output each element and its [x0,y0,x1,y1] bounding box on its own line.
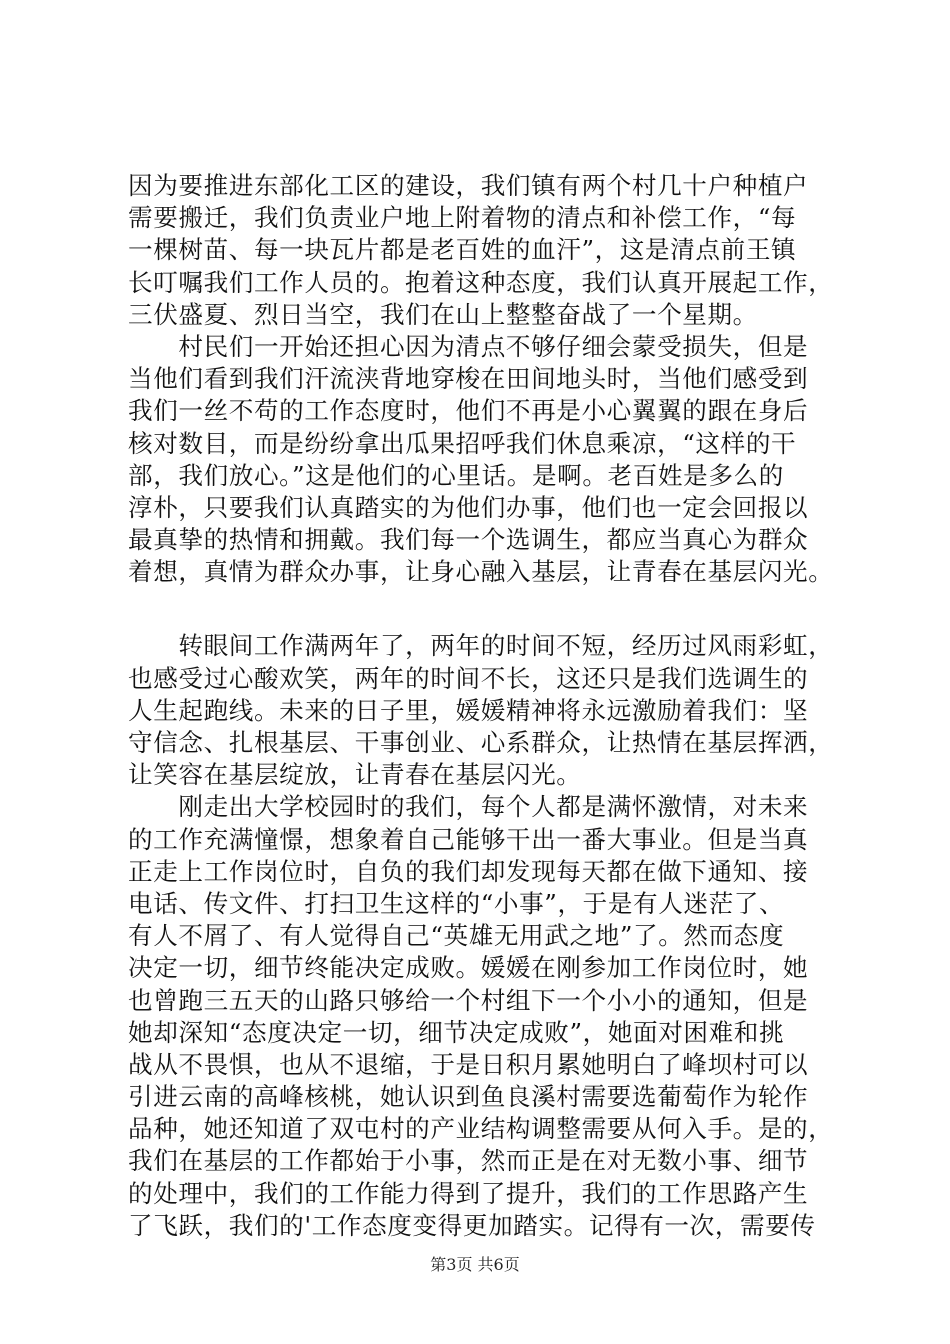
text-line: 她却深知“态度决定一切，细节决定成败”，她面对困难和挑 [128,1017,785,1047]
text-line: 因为要推进东部化工区的建设，我们镇有两个村几十户种植户 [128,171,809,200]
document-body [128,170,834,1242]
text-line: 也曾跑三五天的山路只够给一个村组下一个小小的通知，但是 [128,985,809,1015]
text-line: 让笑容在基层绽放，让青春在基层闪光。 [128,760,582,790]
text-line: 的处理中，我们的工作能力得到了提升，我们的工作思路产生 [128,1178,809,1208]
paragraph-3 [128,630,834,791]
text-line: 我们一丝不苟的工作态度时，他们不再是小心翼翼的跟在身后 [128,396,809,426]
paragraph-spacer [128,588,828,630]
text-line: 有人不屑了、有人觉得自己“英雄无用武之地”了。然而态度 [128,921,785,951]
text-line: 决定一切，细节终能决定成败。媛媛在刚参加工作岗位时，她 [128,953,809,983]
text-line: 引进云南的高峰核桃，她认识到鱼良溪村需要选葡萄作为轮作 [128,1082,809,1112]
text-line: 人生起跑线。未来的日子里，媛媛精神将永远激励着我们：坚 [128,695,809,725]
paragraph-2 [128,331,834,589]
text-line: 刚走出大学校园时的我们，每个人都是满怀激情，对未来 [128,792,809,822]
text-line: 淳朴，只要我们认真踏实的为他们办事，他们也一定会回报以 [128,492,809,522]
text-line: 三伏盛夏、烈日当空，我们在山上整整奋战了一个星期。 [128,299,758,329]
text-line: 守信念、扎根基层、干事创业、心系群众，让热情在基层挥洒， [128,728,834,757]
text-line: 电话、传文件、打扫卫生这样的“小事”，于是有人迷茫了、 [128,888,785,918]
text-line: 了飞跃，我们的'工作态度变得更加踏实。记得有一次，需要传 [128,1210,816,1240]
text-line: 核对数目，而是纷纷拿出瓜果招呼我们休息乘凉，“这样的干 [128,428,797,458]
text-line: 也感受过心酸欢笑，两年的时间不长，这还只是我们选调生的 [128,663,809,693]
paragraph-4 [128,791,834,1242]
text-line: 我们在基层的工作都始于小事，然而正是在对无数小事、细节 [128,1146,809,1176]
text-line: 一棵树苗、每一块瓦片都是老百姓的血汗”，这是清点前王镇 [128,235,797,265]
text-line: 当他们看到我们汗流浃背地穿梭在田间地头时，当他们感受到 [128,364,809,394]
text-line: 最真挚的热情和拥戴。我们每一个选调生，都应当真心为群众 [128,525,809,555]
paragraph-1 [128,170,834,331]
text-line: 部，我们放心。”这是他们的心里话。是啊。老百姓是多么的 [128,460,784,490]
text-line: 战从不畏惧，也从不退缩，于是日积月累她明白了峰坝村可以 [128,1049,809,1079]
text-line: 正走上工作岗位时，自负的我们却发现每天都在做下通知、接 [128,856,809,886]
text-line: 村民们一开始还担心因为清点不够仔细会蒙受损失，但是 [128,331,809,361]
text-line: 品种，她还知道了双屯村的产业结构调整需要从何入手。是的， [128,1114,834,1144]
text-line: 的工作充满憧憬，想象着自己能够干出一番大事业。但是当真 [128,824,809,854]
text-line: 需要搬迁，我们负责业户地上附着物的清点和补偿工作，“每 [128,203,797,233]
text-line: 着想，真情为群众办事，让身心融入基层，让青春在基层闪光。 [128,557,834,587]
text-line: 转眼间工作满两年了，两年的时间不短，经历过风雨彩虹， [128,631,834,661]
text-line: 长叮嘱我们工作人员的。抱着这种态度，我们认真开展起工作， [128,267,834,297]
page-footer: 第3页 共6页 [430,1255,520,1274]
